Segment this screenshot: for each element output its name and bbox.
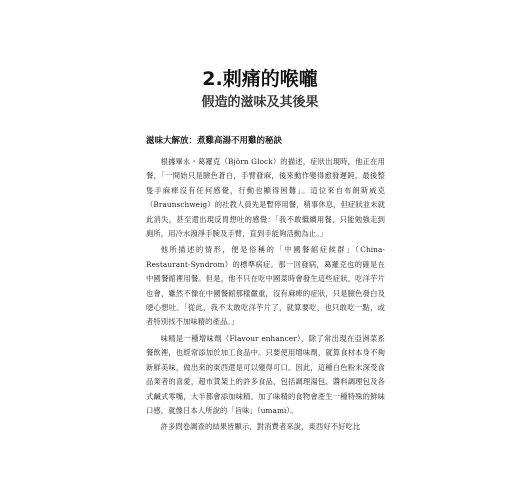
- paragraph: 他所描述的情形，便是俗稱的「中國餐館症候群」（China-Restaurant-Syndrom）的標準病症。那一回發病，葛羅克也的確是在中國餐館裡用餐。但是，他不只在吃中國菜時會發生這些症狀，吃洋芋片也會，雖然不像在中國餐館那樣嚴重，沒有麻痺的症狀，只是臉色發白及噁心想吐。「從此，我不太敢吃洋芋片了，就算要吃，也只敢吃一點，或者特別找不加味精的產品。」: [146, 245, 385, 327]
- paragraph: 味精是一種增味劑（Flavour enhancer），除了常出現在亞洲菜系餐飲裡，也經常添加於加工食品中。只要使用增味劑，就算食材本身不夠新鮮美味，做出來的東西還是可以變得可口。因此，這種白色粉末深受食品業者的喜愛，超市貨架上的許多食品，包括調理湯包、醬料調理包及各式鹹式零嘴，大半都會添加味精。加了味精的食物會產生一種特殊的鮮味口感，就像日本人所說的「旨味」（umami）。: [146, 333, 385, 415]
- paragraph: 許多問卷調查的結果皆顯示，對消費者來說，東西好不好吃比: [160, 422, 361, 432]
- chapter-title: 2.刺痛的喉嚨: [202, 68, 318, 90]
- paragraph: 根據畢永・葛羅克（Björn Glock）的描述，症狀出現時，他正在用餐，「一開始只是臉色蒼白，手臂發麻，後來動作變得愈發遲鈍，最後整隻手麻痺沒有任何感覺，行動也顯得困難」。這位來自布朗斯威克（Braunschweig）的社教人員先是暫停用餐，稍事休息，但症狀並未就此消失，甚至還出現反胃想吐的感覺：「我不敢繼續用餐，只能勉強走到廁所，用冷水潑淨手腕及手臂，直到手能夠活動為止。」: [146, 157, 385, 239]
- body-text: [146, 155, 385, 437]
- section-heading: 滋味大解放：煮雞高湯不用雞的秘訣: [146, 136, 283, 146]
- chapter-subtitle: 假造的滋味及其後果: [201, 95, 319, 110]
